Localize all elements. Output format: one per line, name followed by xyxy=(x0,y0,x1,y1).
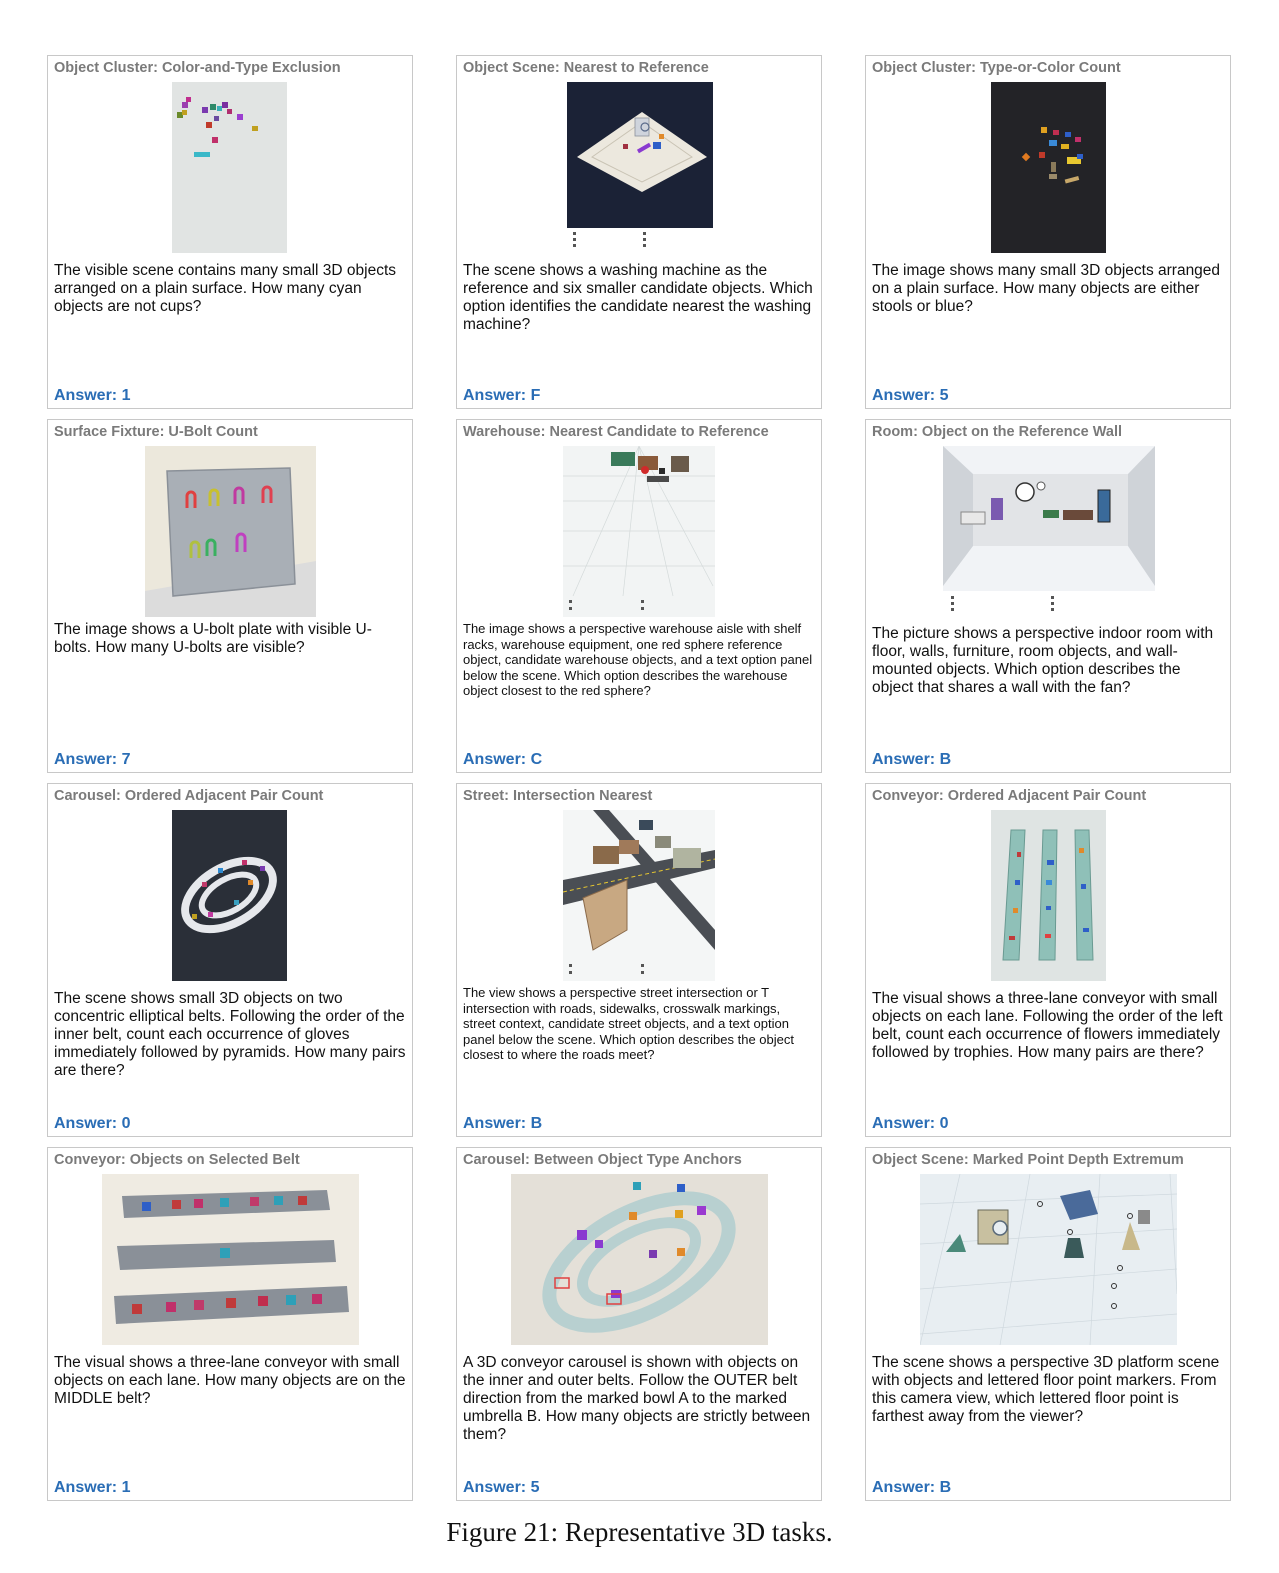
panel-title: Object Scene: Marked Point Depth Extremum xyxy=(872,1152,1184,1168)
panel-title: Conveyor: Ordered Adjacent Pair Count xyxy=(872,788,1147,804)
answer-label: Answer: B xyxy=(872,1479,952,1496)
scene-image xyxy=(145,446,316,617)
scene-image xyxy=(563,810,715,981)
panel-title: Object Cluster: Type-or-Color Count xyxy=(872,60,1121,76)
scene-image xyxy=(102,1174,359,1345)
figure-caption: Figure 21: Representative 3D tasks. xyxy=(446,1517,833,1547)
answer-label: Answer: B xyxy=(463,1115,543,1132)
scene-image xyxy=(920,1174,1177,1345)
panel-title: Street: Intersection Nearest xyxy=(463,788,653,804)
task-panel xyxy=(456,419,822,773)
task-panel xyxy=(865,419,1231,773)
answer-label: Answer: 7 xyxy=(54,751,131,768)
question-text: The image shows a perspective warehouse aisle with shelf racks, warehouse equipment, one red sphere reference object, candidate warehouse objects, and a text option panel below the scene. Which option describes the warehouse object closest to the red sphere? xyxy=(463,621,813,698)
answer-label: Answer: 0 xyxy=(872,1115,949,1132)
question-text: The scene shows a washing machine as the reference and six smaller candidate objects. Which option identifies the candidate nearest the washing machine? xyxy=(463,262,813,333)
task-panel xyxy=(865,1147,1231,1501)
answer-label: Answer: C xyxy=(463,751,543,768)
task-panel xyxy=(865,55,1231,409)
task-panel xyxy=(456,783,822,1137)
warehouse-objects xyxy=(611,452,689,482)
answer-label: Answer: B xyxy=(872,751,952,768)
scene-image xyxy=(172,810,287,981)
scene-image xyxy=(172,82,287,253)
floor-markers xyxy=(1038,1202,1133,1309)
question-text: The scene shows small 3D objects on two concentric elliptical belts. Following the order of the inner belt, count each occurrence of gloves immediately followed by pyramids. How many pairs are there? xyxy=(54,990,406,1079)
task-panel xyxy=(865,783,1231,1137)
answer-label: Answer: 5 xyxy=(463,1479,540,1496)
panel-title: Warehouse: Nearest Candidate to Reference xyxy=(463,424,769,440)
question-text: The visual shows a three-lane conveyor with small objects on each lane. How many objects are on the MIDDLE belt? xyxy=(54,1354,406,1407)
question-text: The scene shows a perspective 3D platform scene with objects and lettered floor point markers. From this camera view, which lettered floor point is farthest away from the viewer? xyxy=(872,1354,1220,1425)
task-panel xyxy=(47,55,413,409)
question-text: The image shows a U-bolt plate with visible U-bolts. How many U-bolts are visible? xyxy=(54,621,372,656)
panel-title: Carousel: Between Object Type Anchors xyxy=(463,1152,742,1168)
answer-label: Answer: 1 xyxy=(54,1479,131,1496)
question-text: The visible scene contains many small 3D objects arranged on a plain surface. How many cyan objects are not cups? xyxy=(54,262,397,315)
panel-title: Surface Fixture: U-Bolt Count xyxy=(54,424,258,440)
object-cluster xyxy=(1022,127,1083,183)
figure-grid xyxy=(47,55,1231,1501)
task-panel xyxy=(47,783,413,1137)
panel-title: Conveyor: Objects on Selected Belt xyxy=(54,1152,300,1168)
question-text: A 3D conveyor carousel is shown with objects on the inner and outer belts. Follow the OUTER belt direction from the marked bowl A to the marked umbrella B. How many objects are strictly between them? xyxy=(463,1354,811,1443)
question-text: The picture shows a perspective indoor room with floor, walls, furniture, room objects, and wall-mounted objects. Which option describes the object that shares a wall with the fan? xyxy=(872,625,1214,696)
option-panel xyxy=(573,232,646,247)
task-panel xyxy=(47,419,413,773)
question-text: The image shows many small 3D objects arranged on a plain surface. How many objects are either stools or blue? xyxy=(872,262,1221,315)
panel-title: Object Scene: Nearest to Reference xyxy=(463,60,709,76)
task-panel xyxy=(456,1147,822,1501)
question-text: The visual shows a three-lane conveyor with small objects on each lane. Following the order of the left belt, count each occurrence of flowers immediately followed by trophies. How many pairs are there? xyxy=(872,990,1223,1061)
answer-label: Answer: 0 xyxy=(54,1115,131,1132)
scene-image xyxy=(991,810,1106,981)
task-panel xyxy=(47,1147,413,1501)
answer-label: Answer: 5 xyxy=(872,387,949,404)
panel-title: Room: Object on the Reference Wall xyxy=(872,424,1123,440)
scene-image xyxy=(991,82,1106,253)
panel-title: Object Cluster: Color-and-Type Exclusion xyxy=(54,60,341,76)
scene-image xyxy=(943,446,1155,617)
scene-image xyxy=(567,82,713,253)
question-text: The view shows a perspective street intersection or T intersection with roads, sidewalks, crosswalk markings, street context, candidate street objects, and a text option panel below the scene. Which option describes the object closest to where the roads meet? xyxy=(463,985,794,1062)
object-cluster xyxy=(177,97,258,157)
answer-label: Answer: F xyxy=(463,387,541,404)
answer-label: Answer: 1 xyxy=(54,387,131,404)
scene-image xyxy=(511,1174,768,1345)
scene-image xyxy=(563,446,715,617)
panel-title: Carousel: Ordered Adjacent Pair Count xyxy=(54,788,324,804)
task-panel xyxy=(456,55,822,409)
